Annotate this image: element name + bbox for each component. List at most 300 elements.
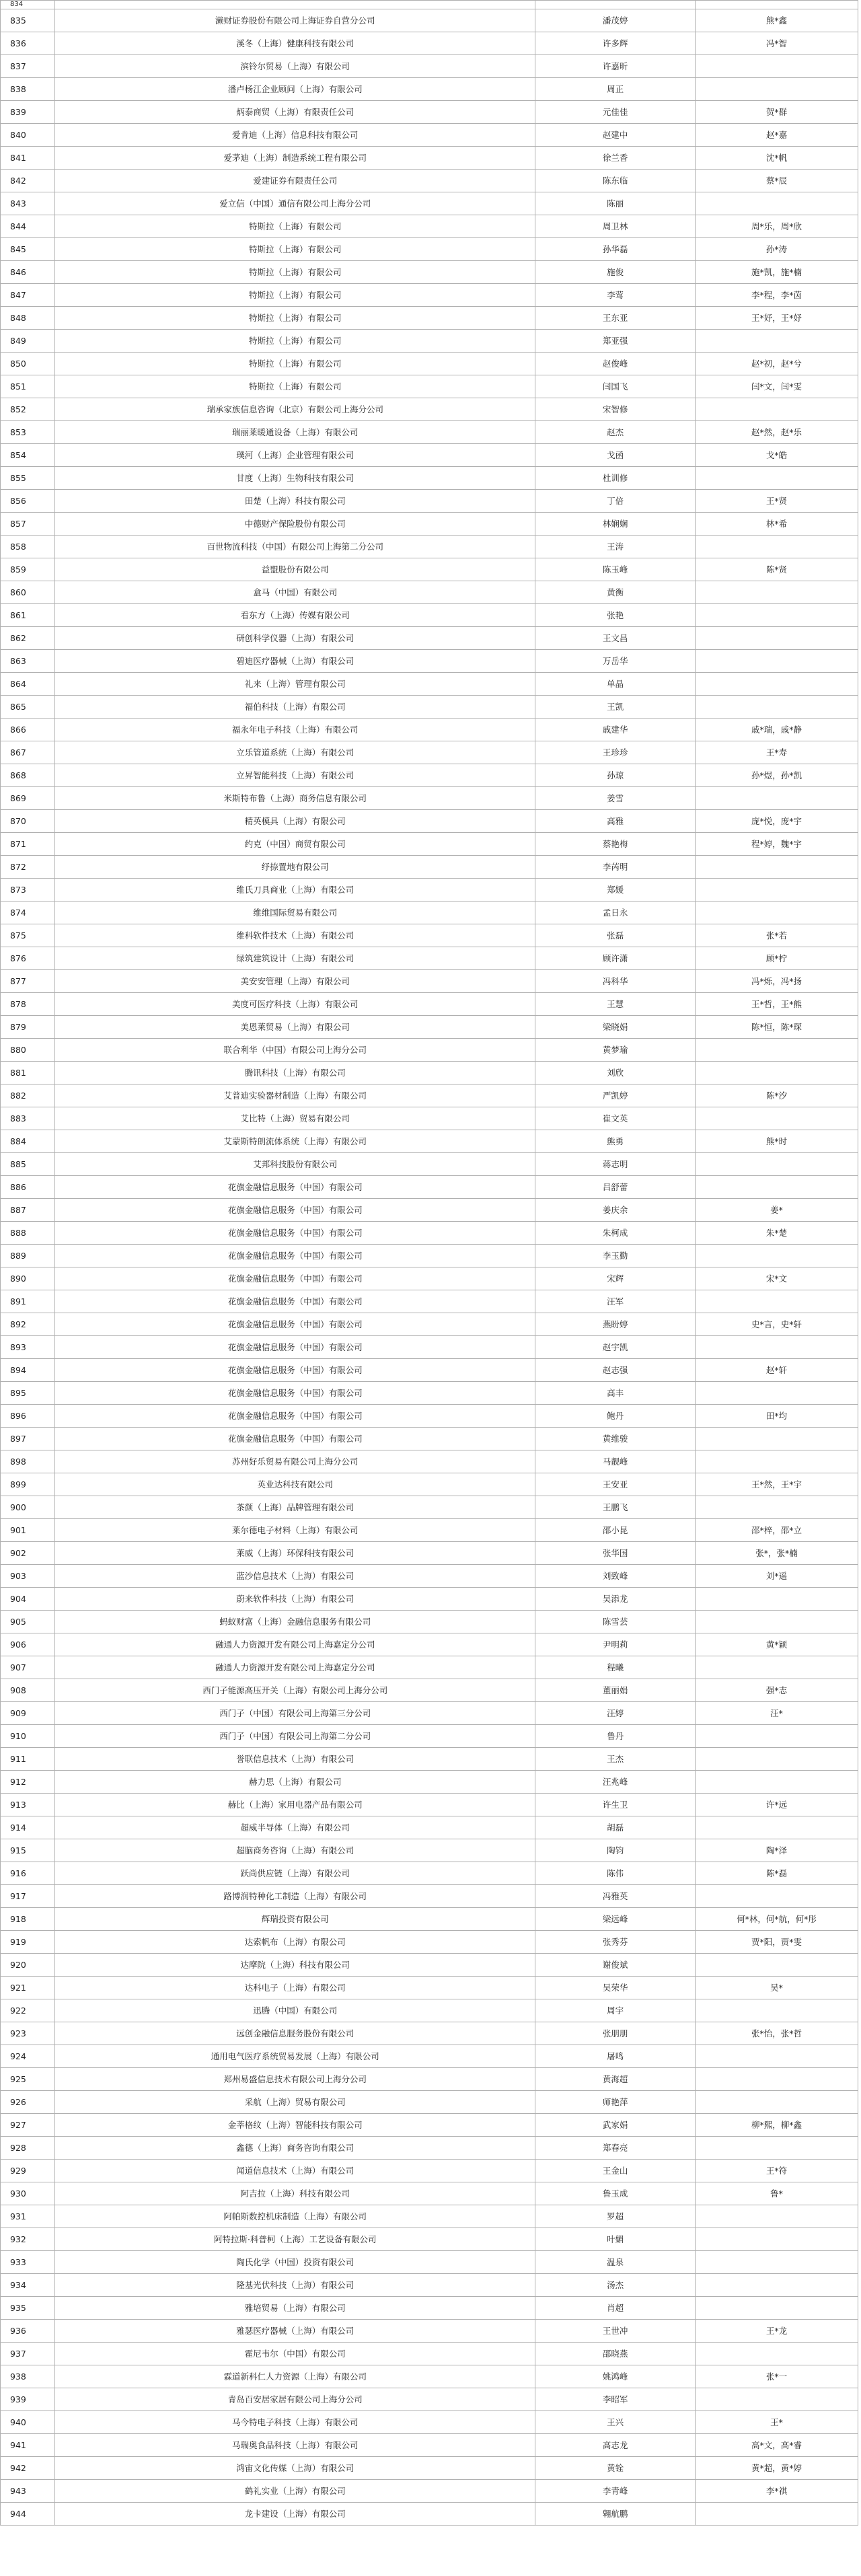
company-cell: 联合利华（中国）有限公司上海分公司 [55, 1039, 535, 1062]
row-number: 883 [1, 1107, 55, 1130]
names-cell: 王*妤，王*妤 [696, 307, 858, 330]
table-row [1, 1267, 858, 1290]
table-row [1, 2251, 858, 2274]
person-cell: 吴荣华 [535, 1977, 696, 1999]
names-cell: 宋*文 [696, 1267, 858, 1290]
table-row [1, 1382, 858, 1405]
company-cell: 闻道信息技术（上海）有限公司 [55, 2160, 535, 2182]
row-number: 943 [1, 2480, 55, 2503]
person-cell: 汤杰 [535, 2274, 696, 2297]
company-cell: 誉联信息技术（上海）有限公司 [55, 1748, 535, 1771]
company-cell: 跃尚供应链（上海）有限公司 [55, 1862, 535, 1885]
person-cell: 尹明莉 [535, 1633, 696, 1656]
company-cell: 纾捺置地有限公司 [55, 856, 535, 879]
table-row [1, 947, 858, 970]
table-row [1, 1473, 858, 1496]
row-number: 892 [1, 1313, 55, 1336]
names-cell: 陈*磊 [696, 1862, 858, 1885]
person-cell: 黄衡 [535, 581, 696, 604]
company-cell: 艾比特（上海）贸易有限公司 [55, 1107, 535, 1130]
row-number: 933 [1, 2251, 55, 2274]
person-cell: 张朋朋 [535, 2022, 696, 2045]
company-cell: 西门子能源高压开关（上海）有限公司上海分公司 [55, 1679, 535, 1702]
row-number: 898 [1, 1450, 55, 1473]
row-number: 844 [1, 215, 55, 238]
names-cell [696, 55, 858, 78]
person-cell: 胡磊 [535, 1816, 696, 1839]
names-cell [696, 1725, 858, 1748]
names-cell: 刘*遥 [696, 1565, 858, 1588]
person-cell: 汪兆峰 [535, 1771, 696, 1794]
names-cell [696, 2343, 858, 2365]
row-number: 924 [1, 2045, 55, 2068]
row-number: 938 [1, 2365, 55, 2388]
names-cell: 熊*鑫 [696, 9, 858, 32]
person-cell: 刘欣 [535, 1062, 696, 1084]
company-cell: 英业达科技有限公司 [55, 1473, 535, 1496]
company-cell: 瑞承家族信息咨询（北京）有限公司上海分公司 [55, 398, 535, 421]
table-row [1, 1977, 858, 1999]
company-cell: 马瑞奥食品科技（上海）有限公司 [55, 2434, 535, 2457]
row-number: 908 [1, 1679, 55, 1702]
person-cell: 许多辉 [535, 32, 696, 55]
person-cell: 郑春亮 [535, 2137, 696, 2160]
table-row [1, 856, 858, 879]
person-cell: 赵杰 [535, 421, 696, 444]
company-cell: 雅培贸易（上海）有限公司 [55, 2297, 535, 2320]
table-row [1, 78, 858, 101]
company-cell: 鹤礼实业（上海）有限公司 [55, 2480, 535, 2503]
person-cell: 姜庆余 [535, 1199, 696, 1222]
names-cell [696, 398, 858, 421]
row-number: 847 [1, 284, 55, 307]
table-row [1, 1107, 858, 1130]
row-number: 853 [1, 421, 55, 444]
company-cell: 特斯拉（上海）有限公司 [55, 307, 535, 330]
table-row [1, 1084, 858, 1107]
company-cell: 西门子（中国）有限公司上海第二分公司 [55, 1725, 535, 1748]
company-cell: 特斯拉（上海）有限公司 [55, 353, 535, 375]
table-row [1, 2343, 858, 2365]
row-number: 895 [1, 1382, 55, 1405]
table-row [1, 2365, 858, 2388]
person-cell: 高丰 [535, 1382, 696, 1405]
row-number: 842 [1, 170, 55, 192]
row-number: 849 [1, 330, 55, 353]
table-row [1, 490, 858, 513]
table-row [1, 1885, 858, 1908]
person-cell: 陈丽 [535, 192, 696, 215]
person-cell: 王杰 [535, 1748, 696, 1771]
company-cell: 西门子（中国）有限公司上海第三分公司 [55, 1702, 535, 1725]
names-cell: 王*龙 [696, 2320, 858, 2343]
person-cell: 李昭军 [535, 2388, 696, 2411]
table-row [1, 2503, 858, 2526]
company-cell: 阿帕斯数控机床制造（上海）有限公司 [55, 2205, 535, 2228]
person-cell: 黄维骏 [535, 1428, 696, 1450]
person-cell: 宋智修 [535, 398, 696, 421]
company-cell: 美度可医疗科技（上海）有限公司 [55, 993, 535, 1016]
company-cell: 礼来（上海）管理有限公司 [55, 673, 535, 696]
person-cell: 张艳 [535, 604, 696, 627]
row-number: 928 [1, 2137, 55, 2160]
row-number: 881 [1, 1062, 55, 1084]
table-row [1, 650, 858, 673]
names-cell: 王*贤 [696, 490, 858, 513]
company-cell: 金莘格纹（上海）智能科技有限公司 [55, 2114, 535, 2137]
names-cell: 庞*悦，庞*宇 [696, 810, 858, 833]
table-row [1, 1816, 858, 1839]
person-cell: 邵晓燕 [535, 2343, 696, 2365]
row-number: 931 [1, 2205, 55, 2228]
names-cell: 高*文，高*睿 [696, 2434, 858, 2457]
table-row [1, 1405, 858, 1428]
table-row [1, 2434, 858, 2457]
table-row [1, 124, 858, 147]
names-cell: 张*若 [696, 924, 858, 947]
row-number: 861 [1, 604, 55, 627]
company-cell: 特斯拉（上海）有限公司 [55, 330, 535, 353]
person-cell: 黄铨 [535, 2457, 696, 2480]
table-row [1, 353, 858, 375]
person-cell: 单晶 [535, 673, 696, 696]
table-row [1, 1290, 858, 1313]
row-number: 888 [1, 1222, 55, 1245]
names-cell: 赵*嘉 [696, 124, 858, 147]
row-number: 906 [1, 1633, 55, 1656]
person-cell: 温泉 [535, 2251, 696, 2274]
person-cell: 许嘉昕 [535, 55, 696, 78]
company-cell: 花旗金融信息服务（中国）有限公司 [55, 1382, 535, 1405]
company-cell: 爱建证券有限责任公司 [55, 170, 535, 192]
company-cell: 瑞丽莱暖通设备（上海）有限公司 [55, 421, 535, 444]
table-row [1, 2205, 858, 2228]
person-cell: 谢俊斌 [535, 1954, 696, 1977]
company-cell: 融通人力资源开发有限公司上海嘉定分公司 [55, 1633, 535, 1656]
table-row [1, 101, 858, 124]
company-cell: 维科软件技术（上海）有限公司 [55, 924, 535, 947]
company-cell: 花旗金融信息服务（中国）有限公司 [55, 1336, 535, 1359]
row-number: 917 [1, 1885, 55, 1908]
row-number: 910 [1, 1725, 55, 1748]
table-row [1, 1633, 858, 1656]
names-cell [696, 536, 858, 558]
table-row [1, 1359, 858, 1382]
names-cell [696, 2503, 858, 2526]
table-row [1, 9, 858, 32]
names-cell: 黄*超，黄*婷 [696, 2457, 858, 2480]
names-cell [696, 467, 858, 490]
row-number: 880 [1, 1039, 55, 1062]
row-number: 911 [1, 1748, 55, 1771]
row-number: 913 [1, 1794, 55, 1816]
company-cell: 美安安管理（上海）有限公司 [55, 970, 535, 993]
row-number: 921 [1, 1977, 55, 1999]
names-cell: 戈*皓 [696, 444, 858, 467]
row-number: 873 [1, 879, 55, 901]
table-row [1, 261, 858, 284]
row-number: 930 [1, 2182, 55, 2205]
person-cell: 张华国 [535, 1542, 696, 1565]
names-cell: 史*言，史*轩 [696, 1313, 858, 1336]
row-number: 896 [1, 1405, 55, 1428]
row-number: 901 [1, 1519, 55, 1542]
person-cell: 师艳萍 [535, 2091, 696, 2114]
row-number: 864 [1, 673, 55, 696]
table-row [1, 2182, 858, 2205]
names-cell: 吴* [696, 1977, 858, 1999]
row-number: 935 [1, 2297, 55, 2320]
row-number: 855 [1, 467, 55, 490]
person-cell: 董丽娟 [535, 1679, 696, 1702]
company-cell: 马今特电子科技（上海）有限公司 [55, 2411, 535, 2434]
company-cell: 溪冬（上海）健康科技有限公司 [55, 32, 535, 55]
company-cell: 超脑商务咨询（上海）有限公司 [55, 1839, 535, 1862]
company-cell: 路博润特种化工制造（上海）有限公司 [55, 1885, 535, 1908]
names-cell: 施*凯，施*楠 [696, 261, 858, 284]
names-cell: 强*志 [696, 1679, 858, 1702]
table-row [1, 330, 858, 353]
table-row [1, 1725, 858, 1748]
company-cell: 赫力思（上海）有限公司 [55, 1771, 535, 1794]
person-cell: 吴添龙 [535, 1588, 696, 1611]
names-cell [696, 2228, 858, 2251]
company-cell: 立昇智能科技（上海）有限公司 [55, 764, 535, 787]
row-number: 875 [1, 924, 55, 947]
names-cell [696, 1496, 858, 1519]
person-cell: 李莺 [535, 284, 696, 307]
table-row [1, 2091, 858, 2114]
names-cell: 陈*恒，陈*琛 [696, 1016, 858, 1039]
company-cell: 维维国际贸易有限公司 [55, 901, 535, 924]
row-number: 902 [1, 1542, 55, 1565]
names-cell [696, 1999, 858, 2022]
row-number: 942 [1, 2457, 55, 2480]
company-cell: 蚂蚁财富（上海）金融信息服务有限公司 [55, 1611, 535, 1633]
table-row [1, 673, 858, 696]
company-cell: 达索帆布（上海）有限公司 [55, 1931, 535, 1954]
table-row [1, 375, 858, 398]
company-cell: 炳泰商贸（上海）有限责任公司 [55, 101, 535, 124]
row-number: 838 [1, 78, 55, 101]
table-row [1, 1519, 858, 1542]
row-number: 922 [1, 1999, 55, 2022]
names-cell: 冯*智 [696, 32, 858, 55]
table-row [1, 32, 858, 55]
table-row [1, 2160, 858, 2182]
names-cell: 王*符 [696, 2160, 858, 2182]
company-cell: 艾普迪实验器材制造（上海）有限公司 [55, 1084, 535, 1107]
names-cell [696, 1039, 858, 1062]
company-cell: 特斯拉（上海）有限公司 [55, 261, 535, 284]
person-cell: 许生卫 [535, 1794, 696, 1816]
person-cell: 屠鸣 [535, 2045, 696, 2068]
table-row [1, 1542, 858, 1565]
row-number: 843 [1, 192, 55, 215]
names-cell [696, 1428, 858, 1450]
table-row [1, 398, 858, 421]
person-cell [535, 1, 696, 9]
names-cell [696, 856, 858, 879]
table-row [1, 2320, 858, 2343]
names-cell: 赵*然，赵*乐 [696, 421, 858, 444]
person-cell: 武家娟 [535, 2114, 696, 2137]
names-cell [696, 673, 858, 696]
company-cell: 维氏刀具商业（上海）有限公司 [55, 879, 535, 901]
company-cell: 精英模具（上海）有限公司 [55, 810, 535, 833]
row-number: 899 [1, 1473, 55, 1496]
table-row [1, 2411, 858, 2434]
person-cell: 孙华磊 [535, 238, 696, 261]
names-cell: 王*哲，王*熊 [696, 993, 858, 1016]
company-cell: 约克（中国）商贸有限公司 [55, 833, 535, 856]
row-number: 920 [1, 1954, 55, 1977]
row-number: 850 [1, 353, 55, 375]
company-cell: 花旗金融信息服务（中国）有限公司 [55, 1267, 535, 1290]
table-row [1, 581, 858, 604]
company-cell: 益盟股份有限公司 [55, 558, 535, 581]
table-row [1, 719, 858, 741]
person-cell: 赵建中 [535, 124, 696, 147]
names-cell: 陈*汐 [696, 1084, 858, 1107]
person-cell: 鲁玉成 [535, 2182, 696, 2205]
person-cell: 刘致峰 [535, 1565, 696, 1588]
company-cell: 莱威（上海）环保科技有限公司 [55, 1542, 535, 1565]
company-cell: 特斯拉（上海）有限公司 [55, 238, 535, 261]
person-cell: 严凯婷 [535, 1084, 696, 1107]
names-cell: 朱*楚 [696, 1222, 858, 1245]
company-cell: 艾邦科技股份有限公司 [55, 1153, 535, 1176]
company-cell: 潘卢杨江企业顾问（上海）有限公司 [55, 78, 535, 101]
company-cell: 达摩院（上海）科技有限公司 [55, 1954, 535, 1977]
company-cell: 福伯科技（上海）有限公司 [55, 696, 535, 719]
table-row [1, 192, 858, 215]
names-cell [696, 1656, 858, 1679]
names-cell [696, 2137, 858, 2160]
row-number: 860 [1, 581, 55, 604]
table-row [1, 1954, 858, 1977]
table-row [1, 1862, 858, 1885]
company-cell: 通用电气医疗系统贸易发展（上海）有限公司 [55, 2045, 535, 2068]
table-row [1, 1656, 858, 1679]
person-cell: 翱航鹏 [535, 2503, 696, 2526]
company-cell: 赫比（上海）家用电器产品有限公司 [55, 1794, 535, 1816]
row-number: 876 [1, 947, 55, 970]
person-cell: 王凯 [535, 696, 696, 719]
company-cell: 花旗金融信息服务（中国）有限公司 [55, 1199, 535, 1222]
names-cell [696, 1816, 858, 1839]
names-cell [696, 1062, 858, 1084]
table-row [1, 764, 858, 787]
person-cell: 赵俊峰 [535, 353, 696, 375]
person-cell: 施俊 [535, 261, 696, 284]
person-cell: 徐兰香 [535, 147, 696, 170]
table-row [1, 1496, 858, 1519]
person-cell: 孙琼 [535, 764, 696, 787]
company-cell: 特斯拉（上海）有限公司 [55, 284, 535, 307]
table-row [1, 1565, 858, 1588]
company-cell: 研创科学仪器（上海）有限公司 [55, 627, 535, 650]
person-cell: 林娴娴 [535, 513, 696, 536]
row-number: 854 [1, 444, 55, 467]
person-cell: 王金山 [535, 2160, 696, 2182]
row-number: 882 [1, 1084, 55, 1107]
table-row [1, 1336, 858, 1359]
company-cell: 米斯特布鲁（上海）商务信息有限公司 [55, 787, 535, 810]
row-number: 919 [1, 1931, 55, 1954]
company-cell: 特斯拉（上海）有限公司 [55, 215, 535, 238]
person-cell: 陈雪芸 [535, 1611, 696, 1633]
row-number: 887 [1, 1199, 55, 1222]
names-cell: 蔡*辰 [696, 170, 858, 192]
table-row [1, 147, 858, 170]
names-cell: 何*林，何*航，何*彤 [696, 1908, 858, 1931]
row-number: 932 [1, 2228, 55, 2251]
person-cell: 熊勇 [535, 1130, 696, 1153]
row-number: 871 [1, 833, 55, 856]
company-cell: 茶颜（上海）品牌管理有限公司 [55, 1496, 535, 1519]
names-cell [696, 192, 858, 215]
row-number: 909 [1, 1702, 55, 1725]
table-row [1, 1130, 858, 1153]
person-cell: 罗超 [535, 2205, 696, 2228]
table-row [1, 627, 858, 650]
table-row [1, 2388, 858, 2411]
table-row [1, 467, 858, 490]
company-cell: 青岛百安居家居有限公司上海分公司 [55, 2388, 535, 2411]
names-cell [696, 696, 858, 719]
names-cell: 鲁* [696, 2182, 858, 2205]
company-cell: 濑财证券股份有限公司上海证券自营分公司 [55, 9, 535, 32]
table-row [1, 421, 858, 444]
row-number: 903 [1, 1565, 55, 1588]
company-cell: 雅瑟医疗器械（上海）有限公司 [55, 2320, 535, 2343]
row-number: 914 [1, 1816, 55, 1839]
names-cell [696, 2388, 858, 2411]
names-cell: 王*寿 [696, 741, 858, 764]
row-number: 858 [1, 536, 55, 558]
person-cell: 孟日永 [535, 901, 696, 924]
company-cell: 花旗金融信息服务（中国）有限公司 [55, 1222, 535, 1245]
person-cell: 陶钧 [535, 1839, 696, 1862]
person-cell: 鲁丹 [535, 1725, 696, 1748]
table-row [1, 170, 858, 192]
row-number: 918 [1, 1908, 55, 1931]
table-row [1, 2274, 858, 2297]
table-row [1, 833, 858, 856]
company-cell: 花旗金融信息服务（中国）有限公司 [55, 1428, 535, 1450]
table-row [1, 1931, 858, 1954]
names-cell [696, 2045, 858, 2068]
row-number: 848 [1, 307, 55, 330]
names-cell: 孙*煜，孙*凯 [696, 764, 858, 787]
person-cell: 叶媚 [535, 2228, 696, 2251]
names-cell [696, 1588, 858, 1611]
company-cell: 迅腾（中国）有限公司 [55, 1999, 535, 2022]
company-cell: 隆基光伏科技（上海）有限公司 [55, 2274, 535, 2297]
table-row [1, 55, 858, 78]
company-cell: 花旗金融信息服务（中国）有限公司 [55, 1313, 535, 1336]
table-row [1, 215, 858, 238]
person-cell: 潘茂婷 [535, 9, 696, 32]
person-cell: 张秀芬 [535, 1931, 696, 1954]
table-row [1, 1199, 858, 1222]
table-row [1, 536, 858, 558]
table-row [1, 2480, 858, 2503]
person-cell: 燕盼婷 [535, 1313, 696, 1336]
person-cell: 戈函 [535, 444, 696, 467]
person-cell: 程曦 [535, 1656, 696, 1679]
